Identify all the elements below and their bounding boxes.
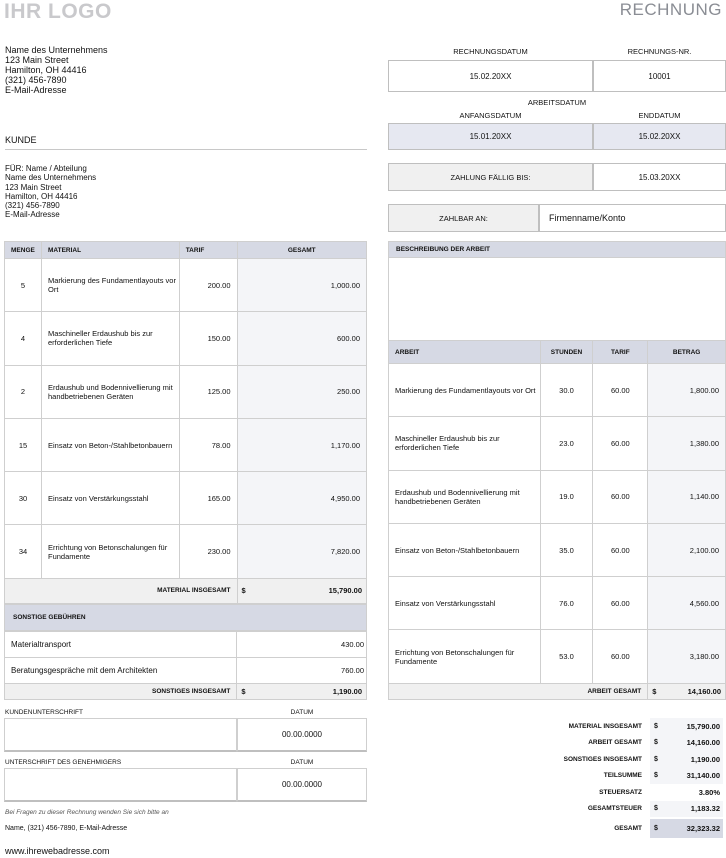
- approver-date-label: DATUM: [290, 759, 314, 766]
- end-date-label: ENDDATUM: [638, 111, 681, 120]
- payable-to-label: ZAHLBAR AN:: [388, 204, 539, 232]
- company-address: [5, 45, 108, 95]
- other-fees-total: [237, 684, 367, 700]
- summary-currency: $: [650, 768, 665, 785]
- invoice-number: 10001: [593, 60, 726, 92]
- col-work-header: ARBEIT: [389, 341, 541, 364]
- summary-label: SONSTIGES INSGESAMT: [563, 755, 642, 763]
- invoice-number-label: RECHNUNGS-NR.: [627, 47, 692, 56]
- fee-amount: 430.00: [237, 632, 367, 658]
- amount-cell: 1,380.00: [648, 417, 726, 470]
- approver-date[interactable]: 00.00.0000: [237, 768, 367, 802]
- qty-cell: 4: [5, 312, 42, 365]
- work-total-value: 14,160.00: [687, 686, 721, 696]
- table-row: [389, 364, 726, 417]
- table-row: [389, 577, 726, 630]
- table-row: [389, 523, 726, 576]
- summary-row: [388, 784, 726, 801]
- total-cell: 250.00: [237, 365, 366, 418]
- work-rate-cell: 60.00: [593, 630, 648, 683]
- fee-label: Beratungsgespräche mit dem Architekten: [5, 658, 237, 684]
- summary-row: [388, 801, 726, 818]
- amount-cell: 4,560.00: [648, 577, 726, 630]
- work-cell: Maschineller Erdaushub bis zur erforderlichen Tiefe: [389, 417, 541, 470]
- material-cell: Maschineller Erdaushub bis zur erforderlichen Tiefe: [41, 312, 179, 365]
- total-cell: 600.00: [237, 312, 366, 365]
- summary-label: GESAMT: [614, 825, 642, 832]
- summary-currency: $: [650, 819, 665, 838]
- summary-row-grand-total: [388, 819, 726, 838]
- material-cell: Einsatz von Verstärkungsstahl: [41, 472, 179, 525]
- customer-signature-label: KUNDENUNTERSCHRIFT: [5, 709, 83, 716]
- invoice-date: 15.02.20XX: [388, 60, 593, 92]
- hours-cell: 35.0: [540, 523, 593, 576]
- material-cell: Markierung des Fundamentlayouts vor Ort: [41, 259, 179, 312]
- approver-signature-field[interactable]: [4, 768, 237, 802]
- total-cell: 1,170.00: [237, 418, 366, 471]
- footer-website[interactable]: www.ihrewebadresse.com: [5, 846, 110, 856]
- summary-value: 1,190.00: [665, 751, 723, 768]
- work-cell: Einsatz von Beton-/Stahlbetonbauern: [389, 523, 541, 576]
- end-date: 15.02.20XX: [593, 123, 726, 150]
- table-row: [5, 365, 367, 418]
- total-cell: 4,950.00: [237, 472, 366, 525]
- company-name: Name des Unternehmens: [5, 45, 108, 55]
- payable-to: Firmenname/Konto: [539, 204, 726, 232]
- hours-cell: 23.0: [540, 417, 593, 470]
- start-date-label: ANFANGSDATUM: [459, 111, 522, 120]
- company-city: Hamilton, OH 44416: [5, 65, 87, 75]
- summary-block: [388, 718, 726, 838]
- invoice-date-label: RECHNUNGSDATUM: [453, 47, 528, 56]
- table-row: [5, 472, 367, 525]
- logo: IHR LOGO: [4, 0, 112, 23]
- work-total: [648, 683, 726, 699]
- customer-date[interactable]: 00.00.0000: [237, 718, 367, 752]
- table-row: [5, 525, 367, 578]
- summary-row: [388, 735, 726, 752]
- work-rate-cell: 60.00: [593, 523, 648, 576]
- other-fees-table: [4, 631, 367, 700]
- col-qty-header: MENGE: [5, 242, 42, 259]
- qty-cell: 30: [5, 472, 42, 525]
- other-fees-total-value: 1,190.00: [332, 687, 362, 696]
- table-row: [389, 630, 726, 683]
- summary-value: 3.80%: [698, 787, 720, 797]
- document-title: RECHNUNG: [619, 0, 722, 19]
- rate-cell: 150.00: [179, 312, 237, 365]
- materials-total: [237, 578, 366, 603]
- summary-value: 14,160.00: [665, 735, 723, 752]
- qty-cell: 34: [5, 525, 42, 578]
- due-date: 15.03.20XX: [593, 163, 726, 191]
- hours-cell: 53.0: [540, 630, 593, 683]
- customer-signature-field[interactable]: [4, 718, 237, 752]
- fee-label: Materialtransport: [5, 632, 237, 658]
- qty-cell: 5: [5, 259, 42, 312]
- materials-total-label: MATERIAL INSGESAMT: [5, 578, 238, 603]
- col-total-header: GESAMT: [237, 242, 366, 259]
- work-date-label: ARBEITSDATUM: [527, 98, 587, 107]
- materials-table: [4, 241, 367, 604]
- amount-cell: 1,140.00: [648, 470, 726, 523]
- rate-cell: 230.00: [179, 525, 237, 578]
- work-rate-cell: 60.00: [593, 470, 648, 523]
- summary-row: [388, 718, 726, 735]
- summary-label: MATERIAL INSGESAMT: [568, 722, 642, 730]
- customer-name: Name des Unternehmens: [5, 173, 97, 183]
- other-fees-total-label: SONSTIGES INSGESAMT: [5, 684, 237, 700]
- summary-label: STEUERSATZ: [599, 788, 642, 796]
- customer-phone: (321) 456-7890: [5, 201, 60, 211]
- customer-email: E-Mail-Adresse: [5, 210, 60, 220]
- work-cell: Erdaushub und Bodennivellierung mit handbetriebenen Geräten: [389, 470, 541, 523]
- other-fees-total-currency: $: [241, 687, 246, 696]
- summary-currency: $: [650, 718, 665, 735]
- summary-value: 15,790.00: [665, 718, 723, 735]
- hours-cell: 30.0: [540, 364, 593, 417]
- qty-cell: 15: [5, 418, 42, 471]
- amount-cell: 3,180.00: [648, 630, 726, 683]
- due-date-label: ZAHLUNG FÄLLIG BIS:: [388, 163, 593, 191]
- work-cell: Einsatz von Verstärkungsstahl: [389, 577, 541, 630]
- table-row: [5, 312, 367, 365]
- footer-contact: Name, (321) 456-7890, E-Mail-Adresse: [5, 825, 128, 832]
- col-rate-header: TARIF: [179, 242, 237, 259]
- total-cell: 7,820.00: [237, 525, 366, 578]
- summary-currency: $: [650, 801, 665, 818]
- summary-row: [388, 768, 726, 785]
- rate-cell: 125.00: [179, 365, 237, 418]
- total-cell: 1,000.00: [237, 259, 366, 312]
- summary-value: 32,323.32: [665, 819, 723, 838]
- summary-currency: $: [650, 735, 665, 752]
- material-cell: Erdaushub und Bodennivellierung mit handbetriebenen Geräten: [41, 365, 179, 418]
- approver-signature-label: UNTERSCHRIFT DES GENEHMIGERS: [5, 759, 122, 766]
- summary-currency: [650, 784, 665, 801]
- hours-cell: 76.0: [540, 577, 593, 630]
- summary-label: ARBEIT GESAMT: [588, 739, 642, 747]
- col-amount-header: BETRAG: [648, 341, 726, 364]
- company-phone: (321) 456-7890: [5, 75, 67, 85]
- rate-cell: 78.00: [179, 418, 237, 471]
- customer-city: Hamilton, OH 44416: [5, 191, 78, 201]
- col-material-header: MATERIAL: [41, 242, 179, 259]
- table-row: [5, 418, 367, 471]
- work-rate-cell: 60.00: [593, 364, 648, 417]
- footer-note: Bei Fragen zu dieser Rechnung wenden Sie sich bitte an: [5, 809, 169, 816]
- table-row: [389, 417, 726, 470]
- work-total-currency: $: [652, 686, 657, 696]
- summary-label: TEILSUMME: [603, 772, 642, 780]
- other-fees-heading: SONSTIGE GEBÜHREN: [4, 604, 367, 631]
- customer-address: [5, 164, 96, 220]
- customer-date-label: DATUM: [290, 709, 314, 716]
- materials-total-currency: $: [241, 586, 246, 596]
- table-row: [389, 470, 726, 523]
- summary-value: 31,140.00: [665, 768, 723, 785]
- table-row: [5, 658, 367, 684]
- summary-value: 1,183.32: [665, 801, 723, 818]
- fee-amount: 760.00: [237, 658, 367, 684]
- customer-heading: KUNDE: [5, 135, 367, 150]
- work-cell: Errichtung von Betonschalungen für Fundamente: [389, 630, 541, 683]
- table-row: [5, 632, 367, 658]
- work-description-area[interactable]: [388, 258, 726, 340]
- start-date: 15.01.20XX: [388, 123, 593, 150]
- customer-for: FÜR: Name / Abteilung: [5, 164, 87, 173]
- amount-cell: 2,100.00: [648, 523, 726, 576]
- work-rate-cell: 60.00: [593, 417, 648, 470]
- work-cell: Markierung des Fundamentlayouts vor Ort: [389, 364, 541, 417]
- company-email: E-Mail-Adresse: [5, 85, 67, 95]
- rate-cell: 165.00: [179, 472, 237, 525]
- table-row: [5, 259, 367, 312]
- summary-currency: $: [650, 751, 665, 768]
- rate-cell: 200.00: [179, 259, 237, 312]
- work-table: [388, 340, 726, 700]
- amount-cell: 1,800.00: [648, 364, 726, 417]
- col-hours-header: STUNDEN: [540, 341, 593, 364]
- work-description-heading: BESCHREIBUNG DER ARBEIT: [388, 241, 726, 258]
- company-street: 123 Main Street: [5, 55, 69, 65]
- summary-row: [388, 751, 726, 768]
- work-total-label: ARBEIT GESAMT: [389, 683, 648, 699]
- hours-cell: 19.0: [540, 470, 593, 523]
- work-rate-cell: 60.00: [593, 577, 648, 630]
- material-cell: Errichtung von Betonschalungen für Fundamente: [41, 525, 179, 578]
- summary-label: GESAMTSTEUER: [587, 805, 642, 813]
- qty-cell: 2: [5, 365, 42, 418]
- customer-street: 123 Main Street: [5, 182, 62, 192]
- material-cell: Einsatz von Beton-/Stahlbetonbauern: [41, 418, 179, 471]
- col-work-rate-header: TARIF: [593, 341, 648, 364]
- materials-total-value: 15,790.00: [328, 586, 362, 596]
